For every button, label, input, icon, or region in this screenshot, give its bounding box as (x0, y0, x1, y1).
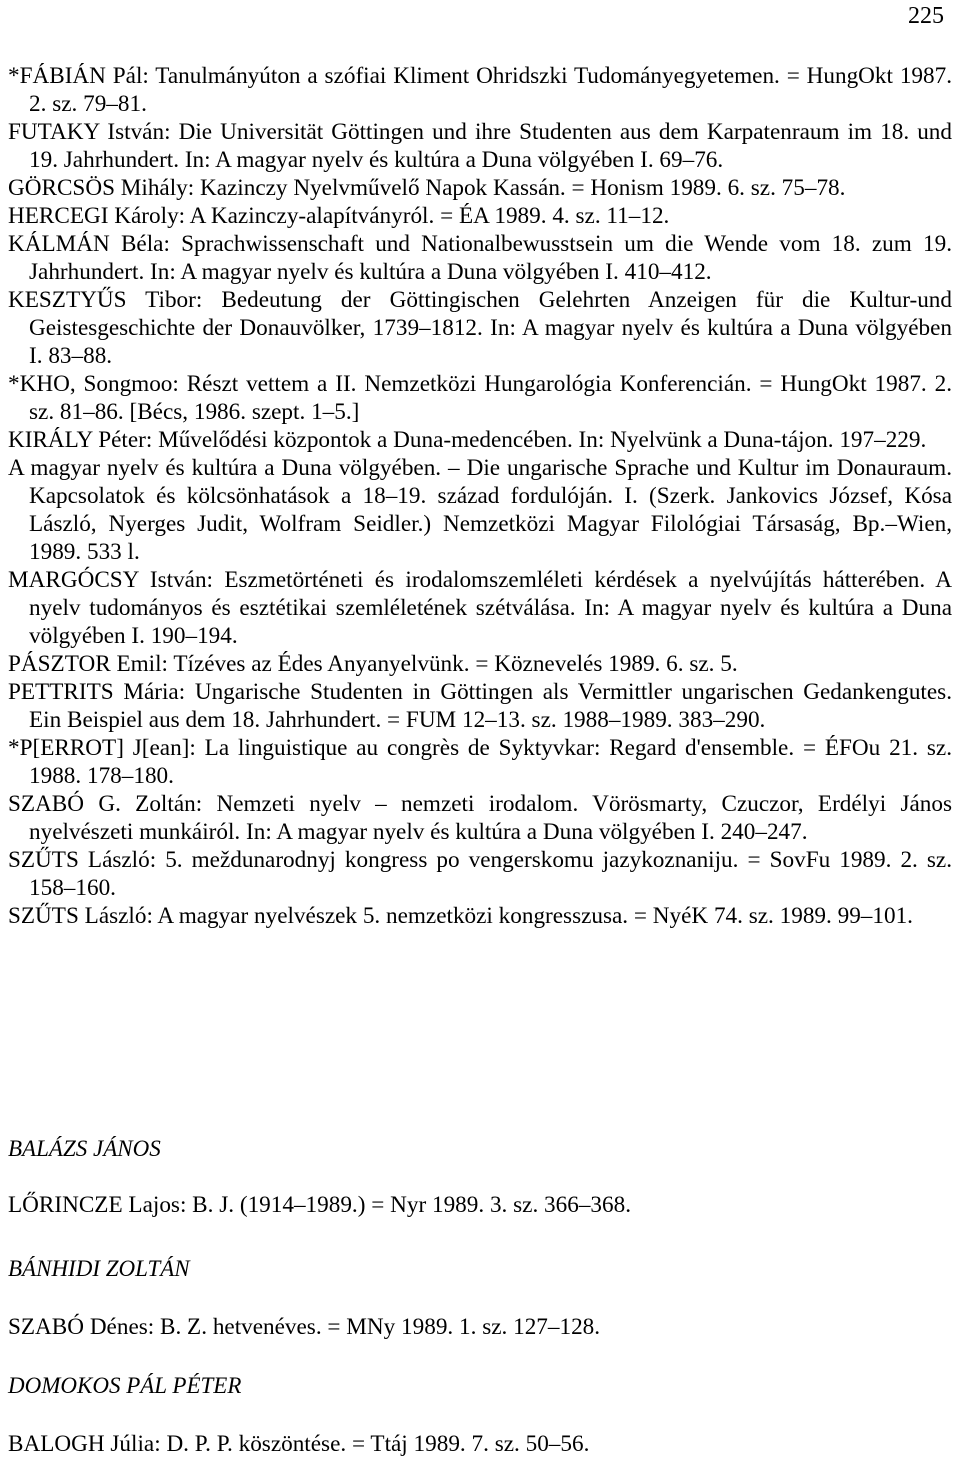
section-entry-balazs (8, 1191, 952, 1219)
bibliography-entry: KÁLMÁN Béla: Sprachwissenschaft und Nationalbewusstsein um die Wende vom 18. zum 19. Jahrhundert. In: A magyar nyelv és kultúra a Duna völgyében I. 410–412. (8, 231, 952, 285)
section-heading-domokos (8, 1372, 952, 1400)
section-entry-banhidi (8, 1313, 952, 1341)
bibliography-entry: *P[ERROT] J[ean]: La linguistique au congrès de Syktyvkar: Regard d'ensemble. = ÉFOu 21. sz. 1988. 178–180. (8, 735, 952, 789)
bibliography-entry: *KHO, Songmoo: Részt vettem a II. Nemzetközi Hungarológia Konferencián. = HungOkt 1987. 2. sz. 81–86. [Bécs, 1986. szept. 1–5.] (8, 371, 952, 425)
section-heading-banhidi (8, 1255, 952, 1283)
bibliography-entry: FUTAKY István: Die Universität Göttingen und ihre Studenten aus dem Karpatenraum im 18. und 19. Jahrhundert. In: A magyar nyelv és kultúra a Duna völgyében I. 69–76. (8, 119, 952, 173)
section-heading: BALÁZS JÁNOS (8, 1136, 161, 1161)
bibliography-entry: BALOGH Júlia: D. P. P. köszöntése. = Ttáj 1989. 7. sz. 50–56. (8, 1431, 590, 1457)
bibliography-entry: KESZTYŰS Tibor: Bedeutung der Göttingischen Gelehrten Anzeigen für die Kultur-und Geistesgeschichte der Donauvölker, 1739–1812. In: A magyar nyelv és kultúra a Duna völgyében I. 83–88. (8, 287, 952, 369)
page-number: 225 (908, 3, 944, 29)
bibliography-entry: *FÁBIÁN Pál: Tanulmányúton a szófiai Kliment Ohridszki Tudományegyetemen. = HungOkt 1987. 2. sz. 79–81. (8, 63, 952, 117)
bibliography-entry: PETTRITS Mária: Ungarische Studenten in Göttingen als Vermittler ungarischen Gedankengutes. Ein Beispiel aus dem 18. Jahrhundert. = FUM 12–13. sz. 1988–1989. 383–290. (8, 679, 952, 733)
bibliography-entry: SZABÓ G. Zoltán: Nemzeti nyelv – nemzeti irodalom. Vörösmarty, Czuczor, Erdélyi János nyelvészeti munkáiról. In: A magyar nyelv és kultúra a Duna völgyében I. 240–247. (8, 791, 952, 845)
bibliography-entry: LŐRINCZE Lajos: B. J. (1914–1989.) = Nyr 1989. 3. sz. 366–368. (8, 1192, 631, 1218)
section-heading-balazs (8, 1135, 952, 1163)
bibliography-entry: GÖRCSÖS Mihály: Kazinczy Nyelvművelő Napok Kassán. = Honism 1989. 6. sz. 75–78. (8, 175, 846, 201)
section-entry-domokos (8, 1430, 952, 1458)
section-heading: DOMOKOS PÁL PÉTER (8, 1373, 242, 1398)
section-heading: BÁNHIDI ZOLTÁN (8, 1256, 190, 1281)
bibliography-list (8, 62, 952, 930)
bibliography-entry: SZABÓ Dénes: B. Z. hetvenéves. = MNy 1989. 1. sz. 127–128. (8, 1314, 601, 1340)
bibliography-entry: HERCEGI Károly: A Kazinczy-alapítványról. = ÉA 1989. 4. sz. 11–12. (8, 203, 670, 229)
bibliography-entry: KIRÁLY Péter: Művelődési központok a Duna-medencében. In: Nyelvünk a Duna-tájon. 197–229. (8, 427, 927, 453)
bibliography-entry: PÁSZTOR Emil: Tízéves az Édes Anyanyelvünk. = Köznevelés 1989. 6. sz. 5. (8, 651, 738, 677)
bibliography-entry: A magyar nyelv és kultúra a Duna völgyében. – Die ungarische Sprache und Kultur im Donauraum. Kapcsolatok és kölcsönhatások a 18–19. század fordulóján. I. (Szerk. Jankovics József, Kósa László, Nyerges Judit, Wolfram Seidler.) Nemzetközi Magyar Filológiai Társaság, Bp.–Wien, 1989. 533 l. (8, 455, 952, 565)
bibliography-entry: MARGÓCSY István: Eszmetörténeti és irodalomszemléleti kérdések a nyelvújítás hátterében. A nyelv tudományos és esztétikai szemléletének szétválása. In: A magyar nyelv és kultúra a Duna völgyében I. 190–194. (8, 567, 952, 649)
bibliography-entry: SZŰTS László: 5. meždunarodnyj kongress po vengerskomu jazykoznaniju. = SovFu 1989. 2. sz. 158–160. (8, 847, 952, 901)
bibliography-entry: SZŰTS László: A magyar nyelvészek 5. nemzetközi kongresszusa. = NyéK 74. sz. 1989. 99–101. (8, 903, 913, 929)
